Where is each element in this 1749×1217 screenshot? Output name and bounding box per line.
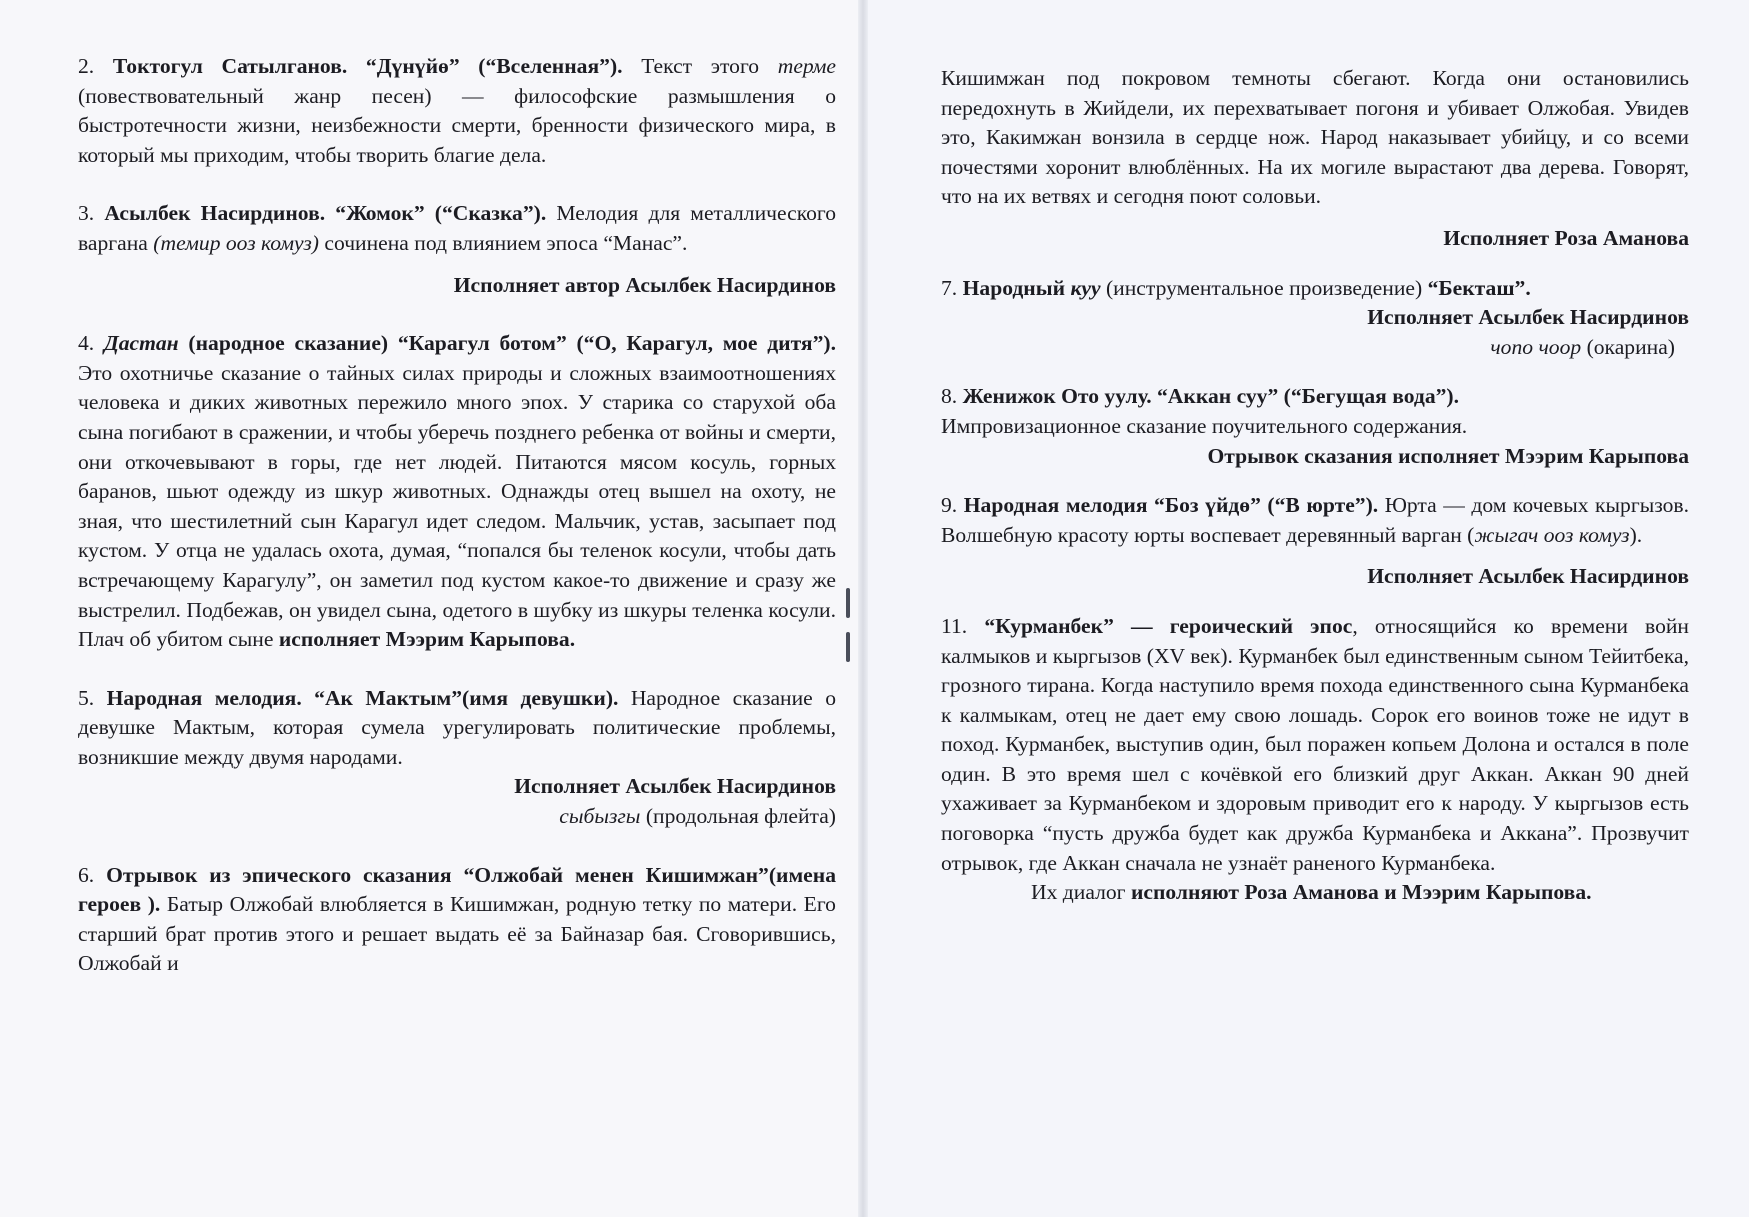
item-performer-inline: исполняет Мээрим Карыпова. [278, 627, 576, 652]
performer-line: Отрывок сказания исполняет Мээрим Карыпова [1207, 443, 1689, 468]
item-title: (народное сказание) “Карагул ботом” (“О, Карагул, мое дитя”). [178, 331, 836, 356]
closing-line [941, 878, 1689, 908]
item-text: (повествовательный жанр песен) — философские размышления о быстротечности жизни, неизбежности смерти, бренности физического мира, в который мы приходим, чтобы творить благие дела. [78, 83, 836, 167]
item-9 [941, 491, 1689, 550]
item-6 [78, 861, 836, 979]
item-title: “Курманбек” — героический эпос [967, 613, 1353, 638]
item-text: Батыр Олжобай влюбляется в Кишимжан, родную тетку по матери. Его старший брат против этого и решает выдать её за Байназар бая. Сговорившись, Олжобай и [78, 892, 836, 976]
item-text: Текст этого [622, 54, 778, 78]
item-title: Женижок Ото уулу. “Аккан суу” (“Бегущая вода”). [957, 384, 1460, 409]
item-title: Отрывок из эпического сказания “Олжобай менен Кишимжан”(имена героев ). [78, 862, 837, 917]
item-term: (темир ооз комуз) [153, 230, 319, 255]
item-number: 7. [941, 275, 958, 300]
instrument-desc: (окарина) [1581, 334, 1675, 359]
item-term: Дастан [103, 331, 179, 356]
item-3 [78, 199, 836, 258]
item-number: 9. [941, 493, 958, 518]
item-number: 11. [941, 613, 968, 638]
item-term: жыгач ооз комуз [1474, 522, 1630, 547]
item-term: куу [1070, 275, 1101, 300]
item-6-continued [941, 64, 1689, 212]
item-number: 5. [78, 685, 95, 710]
left-column [78, 52, 836, 979]
performer-line: Исполняет автор Асылбек Насирдинов [453, 272, 836, 297]
performer-line: Исполняет Асылбек Насирдинов [514, 774, 836, 799]
staple-top [846, 588, 850, 618]
item-title: Токтогул Сатылганов. “Дүнүйө” (“Вселенная”). [112, 54, 623, 78]
performer-line: Исполняет Асылбек Насирдинов [1367, 305, 1689, 330]
item-5 [78, 684, 836, 773]
item-text: ). [1629, 522, 1643, 547]
staple-bottom [846, 632, 850, 662]
closing-performers: исполняют Роза Аманова и Мээрим Карыпова. [1130, 880, 1592, 905]
item-2 [78, 52, 836, 170]
item-number: 8. [941, 384, 958, 409]
item-11 [941, 612, 1689, 878]
instrument-line [941, 333, 1689, 363]
item-7 [941, 274, 1689, 304]
item-8 [941, 382, 1689, 412]
item-title: Народный [957, 275, 1071, 300]
item-number: 3. [78, 201, 95, 226]
performer-line: Исполняет Асылбек Насирдинов [1367, 564, 1689, 589]
item-title: Народная мелодия. “Ак Мактым”(имя девушки). [106, 685, 619, 710]
item-title: Народная мелодия “Боз үйдө” (“В юрте”). [957, 493, 1379, 518]
item-text: сочинена под влиянием эпоса “Манас”. [318, 230, 688, 255]
item-text: , относящийся ко времени войн калмыков и кыргызов (XV век). Курманбек был единственным сыном Тейитбека, грозного тирана. Когда наступило время похода единственного сына Курманбека к калмыкам, отец не дает ему свою лошадь. Сорок его воинов тоже не идут в поход. Курманбек, выступив один, был поражен копьем Долона и остался в поле один. В это время шел с кочёвкой его близкий друг Аккан. Аккан 90 дней ухаживает за Курманбеком и здоровым приводит его к народу. У кыргызов есть поговорка “пусть дружба будет как дружба Курманбека и Аккана”. Прозвучит отрывок, где Аккан сначала не узнаёт раненого Курманбека. [941, 613, 1689, 875]
page-fold [858, 0, 868, 1217]
item-title-end: “Бекташ”. [1427, 275, 1531, 300]
item-text: Мелодия для металлического варгана [78, 201, 837, 255]
instrument-name: чопо чоор [1490, 334, 1582, 359]
item-title: Асылбек Насирдинов. “Жомок” (“Сказка”). [104, 201, 547, 226]
item-text: Юрта — дом кочевых кыргызов. Волшебную красоту юрты воспевает деревянный варган ( [941, 493, 1690, 547]
item-text: (инструментальное произведение) [1100, 275, 1428, 300]
item-4 [78, 329, 836, 655]
instrument-line [78, 802, 836, 832]
item-number: 2. [78, 54, 95, 78]
item-number: 4. [78, 331, 95, 356]
item-text: Кишимжан под покровом темноты сбегают. Когда они остановились передохнуть в Жийдели, их перехватывает погоня и убивает Олжобая. Увидев это, Какимжан вонзила в сердце нож. Народ наказывает убийцу, и со всеми почестями хоронит влюблённых. На их могиле вырастают два дерева. Говорят, что на их ветвях и сегодня поют соловьи. [941, 66, 1689, 209]
closing-text: Их диалог [1031, 880, 1131, 905]
instrument-name: сыбызгы [559, 804, 641, 829]
item-text: Это охотничье сказание о тайных силах природы и сложных взаимоотношениях человека и диких животных пережило много эпох. У старика со старухой оба сына погибают в сражении, и чтобы уберечь позднего ребенка от войны и смерти, они откочевывают в горы, где нет людей. Питаются мясом косуль, горных баранов, шьют одежду из шкур животных. Однажды отец вышел на охоту, не зная, что шестилетний сын Карагул идет следом. Мальчик, устав, засыпает под кустом. У отца не удалась охота, думая, “попался бы теленок косули, чтобы дать встречающему Карагулу”, он заметил под кустом какое-то движение и сразу же выстрелил. Подбежав, он увидел сына, одетого в шубку из шкуры теленка косули. Плач об убитом сыне [78, 360, 836, 652]
right-column [941, 64, 1689, 908]
performer-line: Исполняет Роза Аманова [1443, 225, 1689, 250]
item-number: 6. [78, 862, 95, 887]
instrument-desc: (продольная флейта) [640, 804, 836, 829]
item-8-text: Импровизационное сказание поучительного содержания. [941, 413, 1468, 438]
item-term: терме [777, 54, 837, 78]
item-text: Народное сказание о девушке Мактым, которая сумела урегулировать политические проблемы, возникшие между двумя народами. [78, 685, 836, 769]
